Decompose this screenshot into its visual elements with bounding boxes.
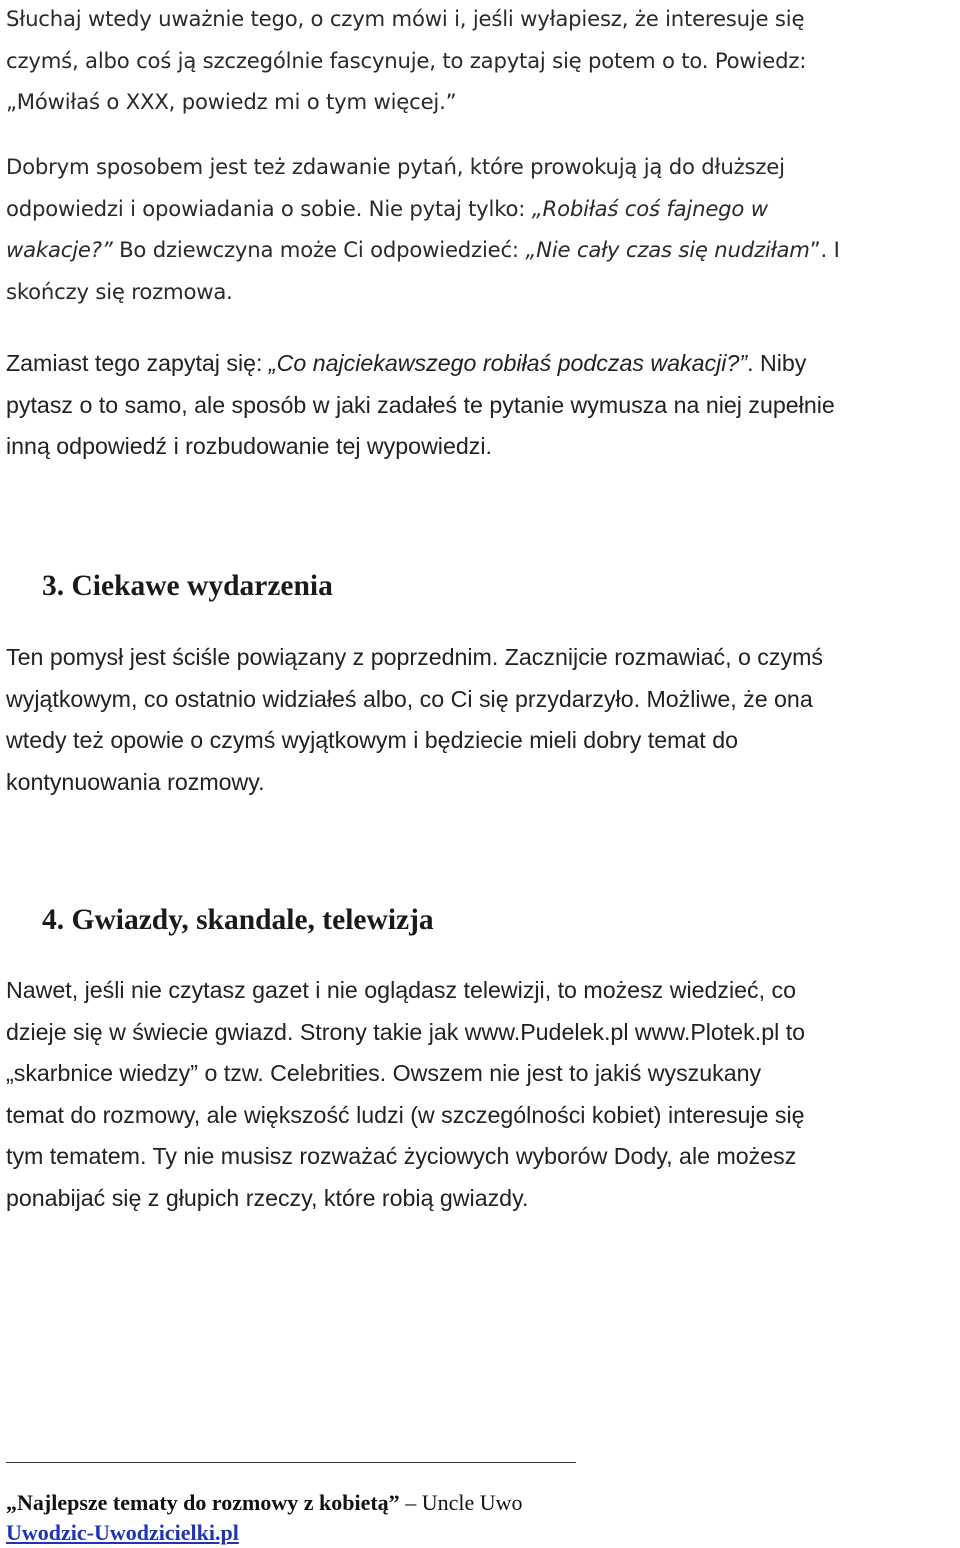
text-line: Dobrym sposobem jest też zdawanie pytań, które prowokują ją do dłuższej	[6, 154, 785, 179]
text-line: Słuchaj wtedy uważnie tego, o czym mówi i, jeśli wyłapiesz, że interesuje się	[6, 6, 805, 31]
example-question-quote: „Robiłaś coś fajnego w	[531, 195, 768, 221]
text-segment: ”. I	[809, 237, 840, 262]
section-4-body	[6, 970, 956, 1219]
text-line: kontynuowania rozmowy.	[6, 768, 265, 795]
text-segment: . Niby	[747, 350, 807, 376]
book-title: „Najlepsze tematy do rozmowy z kobietą”	[6, 1490, 400, 1515]
text-line: „skarbnice wiedzy” o tzw. Celebrities. Owszem nie jest to jakiś wyszukany	[6, 1060, 762, 1086]
text-line: ponabijać się z głupich rzeczy, które robią gwiazdy.	[6, 1184, 529, 1211]
text-line: skończy się rozmowa.	[6, 278, 233, 304]
text-line: odpowiedzi i opowiadania o sobie. Nie pytaj tylko:	[6, 195, 532, 221]
text-segment: Zamiast tego zapytaj się:	[6, 350, 269, 376]
text-line: czymś, albo coś ją szczególnie fascynuje, to zapytaj się potem o to. Powiedz:	[6, 47, 807, 73]
text-line: temat do rozmowy, ale większość ludzi (w szczególności kobiet) interesuje się	[6, 1101, 805, 1128]
text-line: dzieje się w świecie gwiazd. Strony takie jak www.Pudelek.pl www.Plotek.pl to	[6, 1018, 806, 1045]
author-name: Uncle Uwo	[421, 1490, 523, 1515]
title-dash: –	[399, 1490, 422, 1515]
footer-divider	[6, 1462, 576, 1463]
example-question-quote-end: wakacje?”	[6, 237, 113, 262]
paragraph-open-questions	[6, 146, 956, 312]
footer-book-title	[6, 1488, 523, 1518]
text-line: „Mówiłaś o XXX, powiedz mi o tym więcej.”	[6, 89, 457, 114]
better-question-quote: „Co najciekawszego robiłaś podczas wakacji?”	[268, 350, 748, 376]
text-line: pytasz o to samo, ale sposób w jaki zadałeś te pytanie wymusza na niej zupełnie	[6, 391, 835, 418]
text-line: inną odpowiedź i rozbudowanie tej wypowiedzi.	[6, 433, 492, 459]
example-answer-quote: „Nie cały czas się nudziłam	[525, 237, 810, 262]
site-link[interactable]: Uwodzic-Uwodzicielki.pl	[6, 1520, 239, 1545]
text-segment: Bo dziewczyna może Ci odpowiedzieć:	[112, 237, 526, 262]
text-line: wyjątkowym, co ostatnio widziałeś albo, co Ci się przydarzyło. Możliwe, że ona	[6, 685, 813, 712]
section-heading-3: 3. Ciekawe wydarzenia	[42, 570, 333, 602]
section-heading-4: 4. Gwiazdy, skandale, telewizja	[42, 904, 434, 936]
section-3-body	[6, 637, 956, 803]
text-line: Ten pomysł jest ściśle powiązany z poprzednim. Zacznijcie rozmawiać, o czymś	[6, 644, 823, 670]
paragraph-listen	[6, 0, 956, 123]
text-line: wtedy też opowie o czymś wyjątkowym i będziecie mieli dobry temat do	[6, 727, 738, 753]
text-line: tym tematem. Ty nie musisz rozważać życiowych wyborów Dody, ale możesz	[6, 1143, 797, 1169]
paragraph-instead-ask	[6, 343, 956, 468]
text-line: Nawet, jeśli nie czytasz gazet i nie oglądasz telewizji, to możesz wiedzieć, co	[6, 977, 797, 1003]
